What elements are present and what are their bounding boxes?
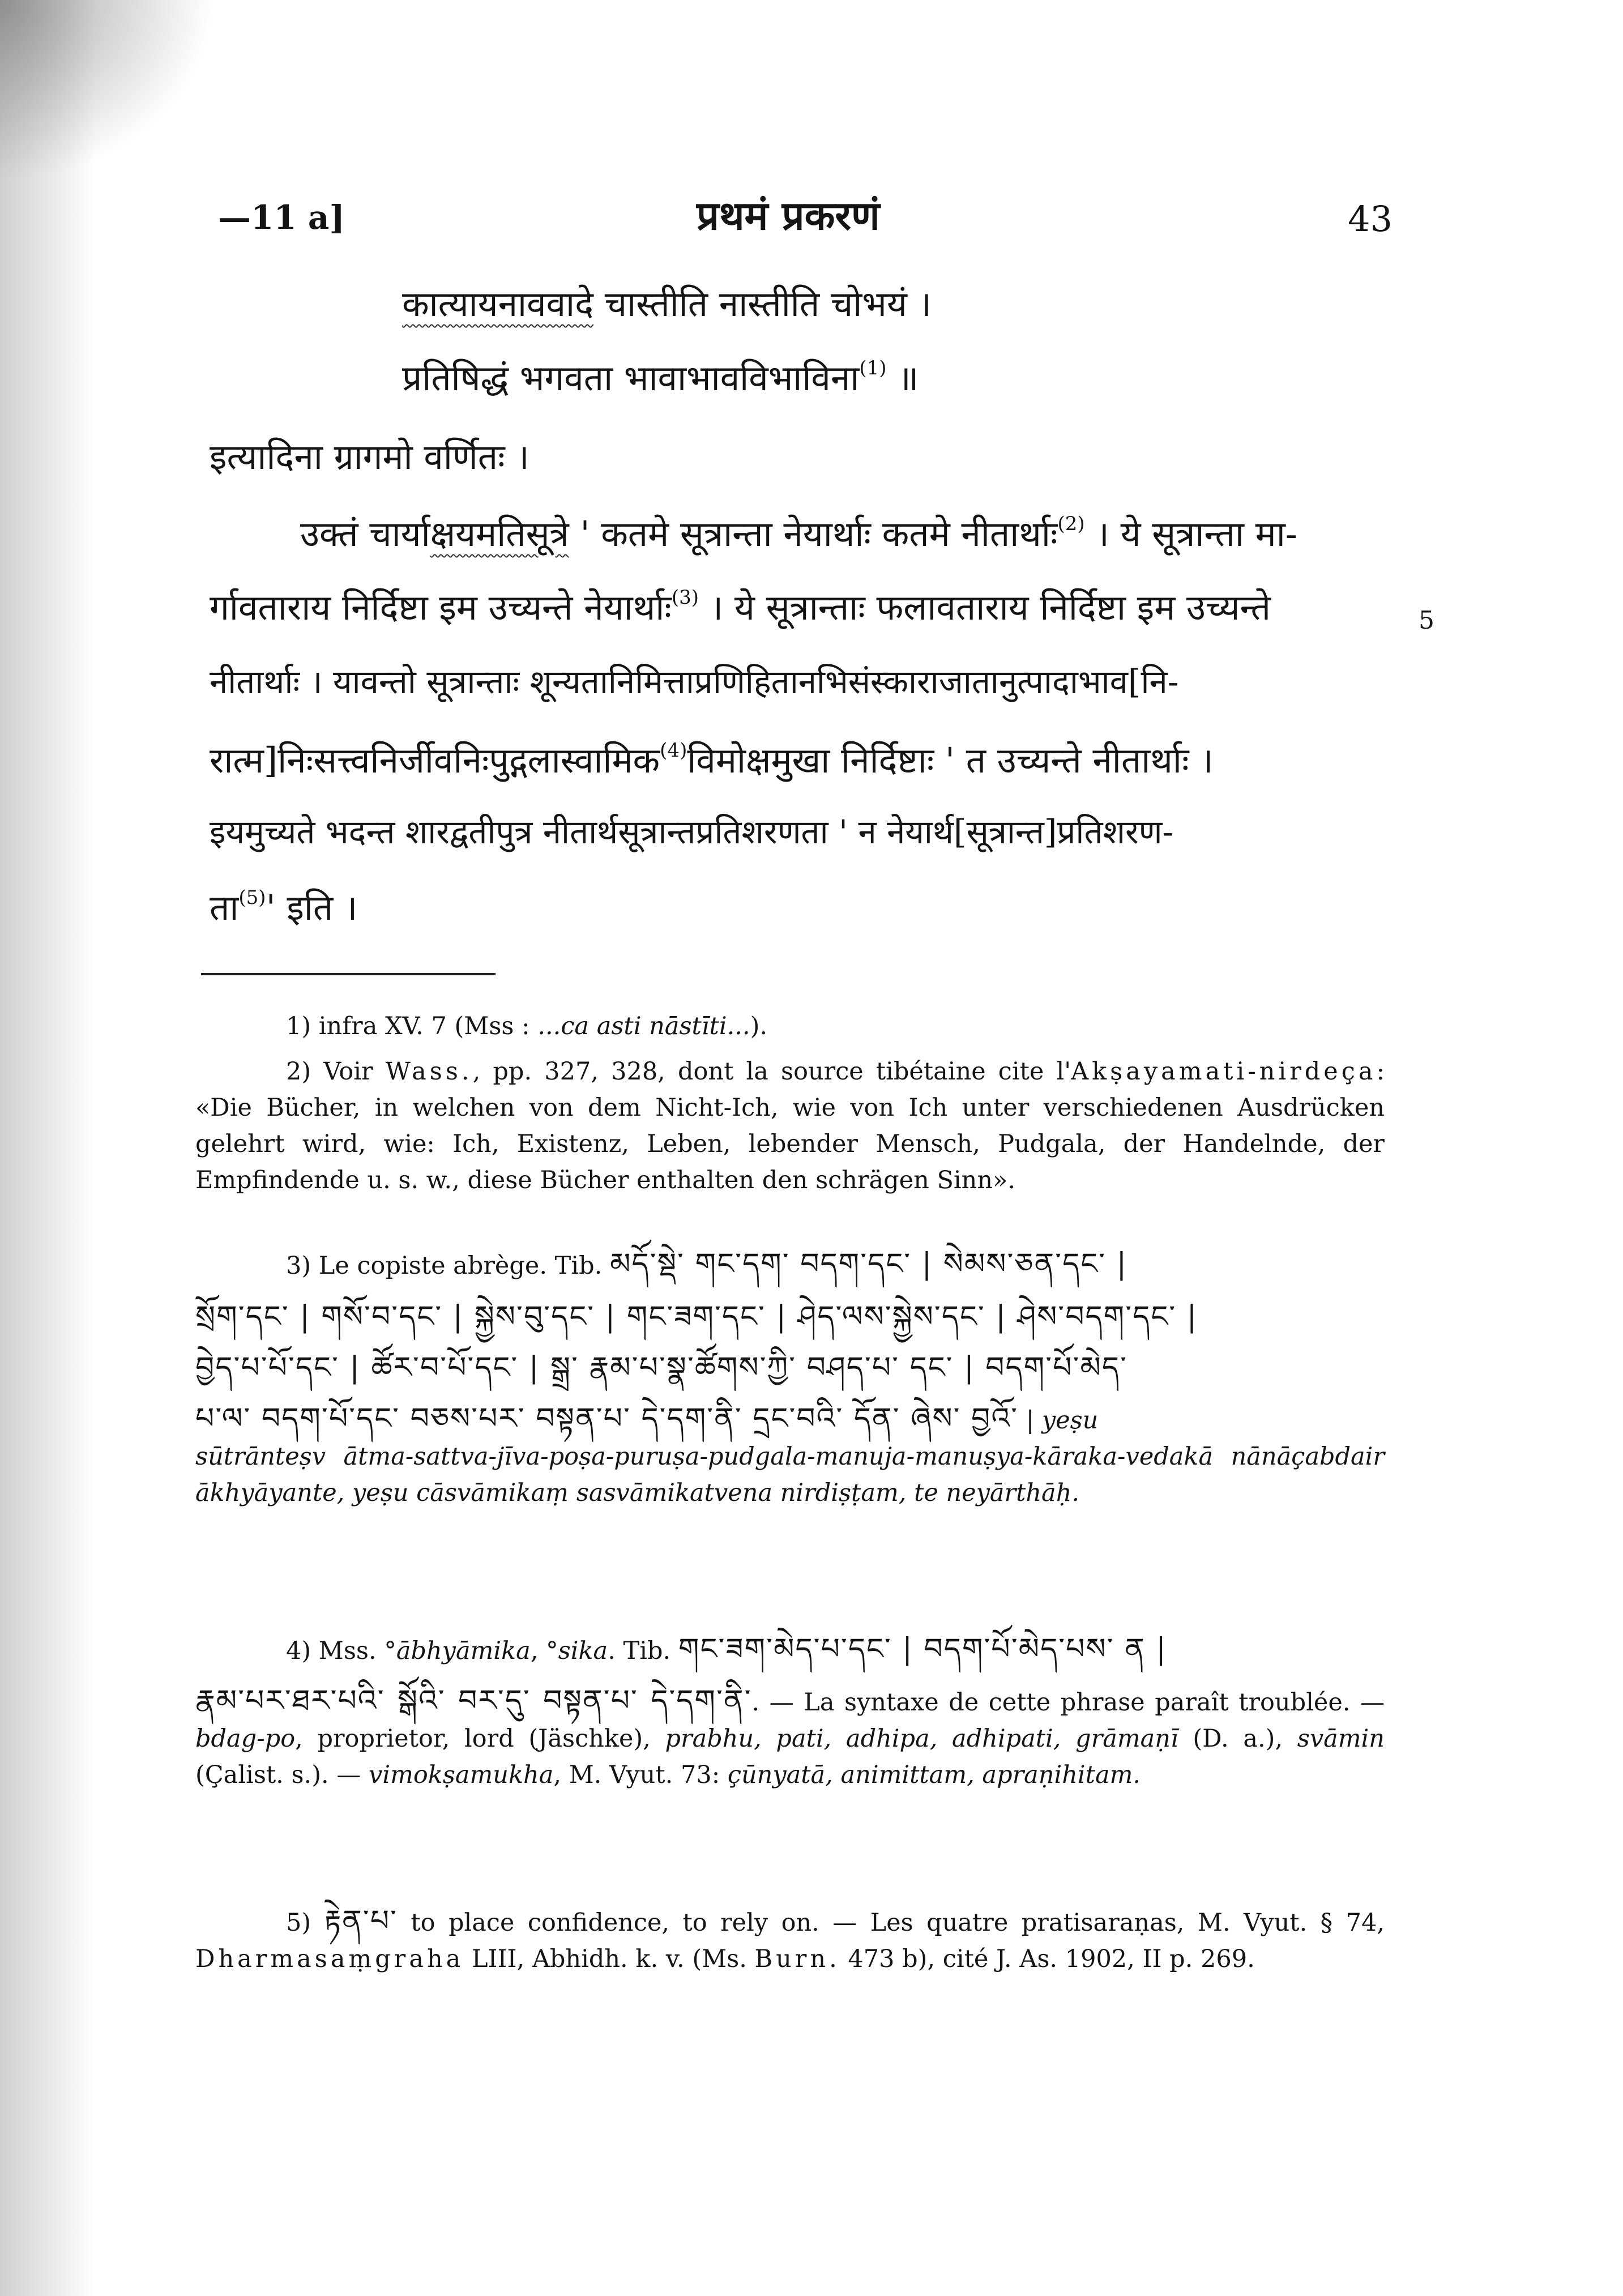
fn4-variant-1: °ābhyāmika (384, 1637, 531, 1665)
verse-line-2-end: ॥ (886, 357, 919, 399)
fn3-tail: | yeṣu (1018, 1406, 1099, 1435)
margin-line-number: 5 (1419, 606, 1434, 635)
fn3-line-1 (195, 1246, 1385, 1284)
fn4-r2: , proprietor, lord (Jäschke), (295, 1725, 665, 1753)
sutra-keyword: क्षयमतिसूत्रे (430, 513, 569, 554)
fn4-rest: . — La syntaxe de cette phrase paraît troublée. — (751, 1688, 1385, 1717)
para-line-4-end: विमोक्षमुखा निर्दिष्टाः ' त उच्यन्ते नीतार्थाः । (687, 740, 1214, 781)
note-mark-5: (5) (238, 886, 266, 909)
fn3-transliteration: sūtrānteṣv ātma-sattva-jīva-poṣa-puruṣa-pudgala-manuja-manuṣya-kāraka-vedakā nānāçabdair ākhyāyante, yeṣu cāsvāmikaṃ sasvāmikatvena nirdiṣṭam, te neyārthāḥ. (195, 1443, 1385, 1507)
fn4-lead: 4) Mss. (286, 1637, 385, 1665)
para-line-1 (300, 513, 1297, 555)
para-line-4 (210, 739, 1214, 782)
note-mark-3: (3) (671, 586, 699, 609)
para-line-1-pre: उक्तं चार्या (300, 513, 430, 554)
fn2-a: 2) Voir (286, 1057, 386, 1086)
para-line-6-pre: ता (210, 887, 239, 928)
fn3-tibetan-4: པ་ལ་ བདག་པོ་དང་ བཅས་པར་ བསྟན་པ་ དེ་དག་ནི་ དྲང་བའི་ དོན་ ཞེས་ བྱའོ་ (195, 1402, 1019, 1436)
page-number: 43 (1348, 198, 1393, 240)
fn5-c: 473 b), cité J. As. 1902, II p. 269. (840, 1945, 1255, 1973)
note-mark-4: (4) (660, 739, 687, 762)
verse-keyword: कात्यायनाववादे (402, 283, 594, 325)
footnote-2 (195, 1053, 1385, 1198)
footnote-1 (195, 1008, 1475, 1044)
fn4-body (195, 1683, 1385, 1793)
fn4-sep: , (530, 1637, 546, 1665)
fn1-italic: ...ca asti nāstīti... (537, 1012, 750, 1040)
fn4-triad: çūnyatā, animittam, apraṇihitam. (727, 1761, 1141, 1789)
para-line-6 (210, 886, 357, 929)
fn5-tibetan: རྟེན་པ་ (324, 1904, 398, 1938)
note-mark-2: (2) (1057, 513, 1085, 535)
fn5-a: to place confidence, to rely on. — Les quatre pratisaraṇas, M. Vyut. § 74, (397, 1909, 1385, 1937)
fn3-lead: 3) Le copiste abrège. Tib. (286, 1252, 610, 1280)
fn1-lead: 1) infra XV. 7 (Mss : (286, 1012, 538, 1040)
para-line-3: नीतार्थाः । यावन्तो सूत्रान्ताः शून्यतानिमित्ताप्रणिहितानभिसंस्काराजातानुत्पादाभाव[नि- (210, 663, 1179, 701)
footnote-4 (195, 1631, 1385, 1793)
fn2-b: , pp. 327, 328, dont la source tibétaine cite l' (472, 1057, 1071, 1086)
fn3-line-4 (195, 1401, 1385, 1439)
footnote-rule (201, 973, 496, 975)
fn4-r5: , M. Vyut. 73: (553, 1761, 728, 1789)
fn4-r4: (Çalist. s.). — (195, 1761, 369, 1789)
para-line-1-rest: ' कतमे सूत्रान्ता नेयार्थाः कतमे नीतार्थाः (569, 513, 1058, 554)
fn4-variant-2: °sika (546, 1637, 608, 1665)
fn2-quote: : «Die Bücher, in welchen von dem Nicht-Ich, wie von Ich unter verschiedenen Ausdrücken gelehrt wird, wie: Ich, Existenz, Leben, lebender Mensch, Pudgala, der Handelnde, der Empfindende u. s. w., diese Bücher enthalten den schrägen Sinn». (195, 1057, 1385, 1194)
verse-line-1 (402, 283, 932, 325)
fn4-vimoksamukha: vimokṣamukha (369, 1761, 554, 1789)
fn4-list: prabhu, pati, adhipa, adhipati, grāmaṇī (665, 1725, 1178, 1753)
para-line-6-end: ' इति । (266, 887, 358, 928)
fn4-line-1 (195, 1631, 1385, 1669)
agama-line: इत्यादिना ग्रागमो वर्णितः । (210, 436, 529, 477)
para-line-1-end: । ये सूत्रान्ता मा- (1084, 513, 1297, 554)
fn5-lead: 5) (286, 1909, 324, 1937)
fn5-dharmasamgraha: Dharmasaṃgraha (195, 1945, 464, 1973)
binding-shadow (0, 0, 96, 2296)
footnote-5 (195, 1903, 1385, 1977)
fn3-tibetan-3: བྱེད་པ་པོ་དང་ | ཚོར་བ་པོ་དང་ | སྒྲ་ རྣམ་པ་སྣ་ཚོགས་ཀྱི་ བཤད་པ་ དང་ | བདག་པོ་མེད་ (195, 1351, 1127, 1385)
corner-shadow (0, 0, 215, 181)
fn1-end: ). (750, 1012, 768, 1040)
fn5-b: LIII, Abhidh. k. v. (Ms. (464, 1945, 755, 1973)
para-line-4-text: रात्म]निःसत्त्वनिर्जीवनिःपुद्गलास्वामिक (210, 740, 660, 781)
running-header (0, 187, 1623, 255)
fn4-tib-lead: . Tib. (608, 1637, 678, 1665)
para-line-5: इयमुच्यते भदन्त शारद्वतीपुत्र नीतार्थसूत्रान्तप्रतिशरणता ' न नेयार्थ[सूत्रान्त]प्रतिशरण- (210, 813, 1174, 851)
fn2-wass: Wass. (385, 1057, 473, 1086)
fn4-r3: (D. a.), (1178, 1725, 1297, 1753)
running-title: प्रथमं प्रकरणं (697, 192, 880, 239)
fn5-burn: Burn. (754, 1945, 840, 1973)
footnote-3 (195, 1246, 1385, 1511)
fn4-tibetan-1: གང་ཟག་མེད་པ་དང་ | བདག་པོ་མེད་པས་ ན | (678, 1632, 1167, 1666)
fn4-tibetan-2: རྣམ་པར་ཐར་པའི་ སྒོའི་ བར་དུ་ བསྟན་པ་ དེ་དག་ནི་ (195, 1684, 752, 1718)
verse-line-2 (402, 357, 919, 399)
fn3-tibetan-2: སྲོག་དང་ | གསོ་བ་དང་ | སྐྱེས་བུ་དང་ | གང་ཟག་དང་ | ཤེད་ལས་སྐྱེས་དང་ | ཤེས་བདག་དང་ | (195, 1300, 1198, 1334)
para-line-2 (210, 586, 1271, 629)
fn3-tibetan-1: མདོ་སྡེ་ གང་དག་ བདག་དང་ | སེམས་ཅན་དང་ | (609, 1247, 1128, 1281)
fn2-akshayamati: Akṣayamati-nirdeça (1071, 1057, 1377, 1086)
para-line-2-end: । ये सूत्रान्ताः फलावताराय निर्दिष्टा इम उच्यन्ते (699, 587, 1271, 628)
running-left: —11 a] (218, 198, 345, 237)
note-mark-1: (1) (859, 357, 887, 379)
verse-line-1-rest: चास्तीति नास्तीति चोभयं । (593, 283, 932, 325)
para-line-2-text: र्गावताराय निर्दिष्टा इम उच्यन्ते नेयार्थाः (210, 587, 672, 628)
fn4-svamin: svāmin (1297, 1725, 1385, 1753)
verse-line-2-text: प्रतिषिद्धं भगवता भावाभावविभाविना (402, 357, 860, 399)
fn4-bdag-po: bdag-po (195, 1725, 296, 1753)
